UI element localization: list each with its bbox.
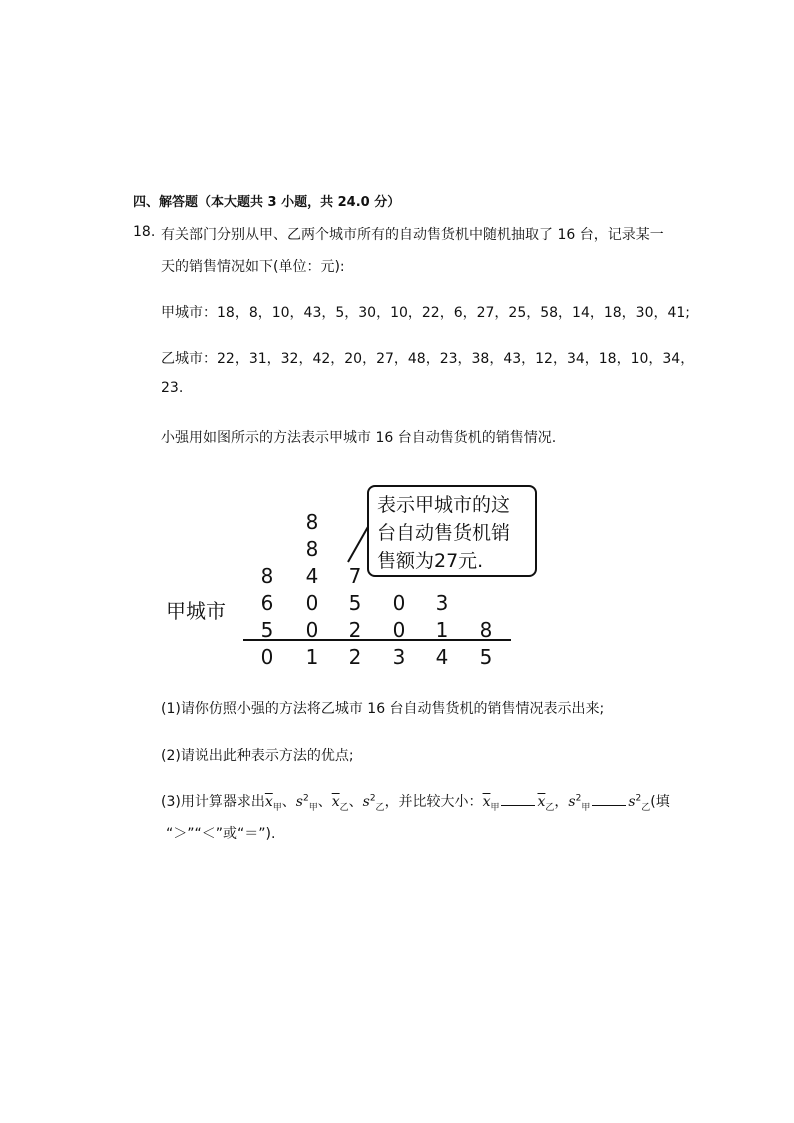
city-a-data: 甲城市：18，8，10，43，5，30，10，22，6，27，25，58，14，18，30，41;	[161, 305, 691, 321]
leaf-1-0: 0	[305, 618, 319, 642]
separator: 、	[348, 794, 363, 810]
question-text-line-1: 有关部门分别从甲、乙两个城市所有的自动售货机中随机抽取了 16 台，记录某一	[161, 227, 664, 243]
leaf-4-1: 3	[435, 591, 449, 615]
callout-box	[367, 485, 537, 577]
part-3-tail: (填	[650, 794, 670, 810]
leaf-3-1: 0	[392, 591, 406, 615]
leaf-2-1: 5	[348, 591, 362, 615]
leaf-2-0: 2	[348, 618, 362, 642]
subscript-a: 甲	[272, 802, 282, 813]
superscript: 2	[575, 793, 582, 804]
leaf-1-3: 8	[305, 537, 319, 561]
mean-symbol: $\overline{x}$	[331, 794, 340, 810]
leaf-2-2: 7	[348, 564, 362, 588]
leaf-3-0: 0	[392, 618, 406, 642]
leaf-5-0: 8	[479, 618, 493, 642]
diagram-intro: 小强用如图所示的方法表示甲城市 16 台自动售货机的销售情况.	[161, 430, 557, 446]
city-b-data-end: 23.	[161, 380, 184, 396]
part-3-mid: ，并比较大小：	[384, 794, 483, 810]
variance-symbol: s	[628, 794, 636, 810]
question-number: 18.	[133, 224, 156, 240]
leaf-0-0: 5	[260, 618, 274, 642]
question-text-line-2: 天的销售情况如下(单位：元):	[161, 259, 345, 275]
variance-symbol: s	[568, 794, 576, 810]
leaf-0-2: 8	[260, 564, 274, 588]
subscript-a: 甲	[581, 802, 591, 813]
superscript: 2	[635, 793, 642, 804]
subscript-a: 甲	[308, 802, 318, 813]
leaf-1-2: 4	[305, 564, 319, 588]
answer-blank-2[interactable]	[592, 793, 626, 806]
subscript-b: 乙	[375, 802, 385, 813]
stem-5: 5	[479, 645, 493, 669]
part-2: (2)请说出此种表示方法的优点;	[161, 748, 354, 764]
callout-line-1: 表示甲城市的这	[377, 494, 511, 516]
mean-symbol: $\overline{x}$	[482, 794, 491, 810]
part-3-line-2: “＞”“＜”或“＝”).	[166, 826, 276, 842]
leaf-0-1: 6	[260, 591, 274, 615]
subscript-b: 乙	[641, 802, 651, 813]
stem-3: 3	[392, 645, 406, 669]
section-title: 四、解答题（本大题共 3 小题，共 24.0 分）	[133, 195, 401, 210]
stem-2: 2	[348, 645, 362, 669]
leaf-4-0: 1	[435, 618, 449, 642]
leaf-1-4: 8	[305, 510, 319, 534]
stem-and-leaf-diagram	[160, 480, 560, 680]
stem-axis-line	[243, 639, 511, 641]
diagram-label: 甲城市	[166, 599, 226, 623]
variance-symbol: s	[362, 794, 370, 810]
city-b-data: 乙城市：22，31，32，42，20，27，48，23，38，43，12，34，18，10，34，	[161, 351, 695, 367]
subscript-b: 乙	[339, 802, 349, 813]
subscript-a: 甲	[490, 802, 500, 813]
leaf-1-1: 0	[305, 591, 319, 615]
answer-blank-1[interactable]	[501, 793, 535, 806]
stem-0: 0	[260, 645, 274, 669]
part-3	[161, 791, 670, 813]
subscript-b: 乙	[545, 802, 555, 813]
part-1: (1)请你仿照小强的方法将乙城市 16 台自动售货机的销售情况表示出来;	[161, 701, 605, 717]
mean-symbol: $\overline{x}$	[264, 794, 273, 810]
callout-line-2: 台自动售货机销	[377, 522, 511, 544]
stem-1: 1	[305, 645, 319, 669]
stem-4: 4	[435, 645, 449, 669]
separator: 、	[281, 794, 296, 810]
variance-symbol: s	[295, 794, 303, 810]
separator: 、	[317, 794, 332, 810]
part-3-prefix: (3)用计算器求出	[161, 794, 265, 810]
superscript: 2	[302, 793, 309, 804]
superscript: 2	[369, 793, 376, 804]
comma: ，	[554, 794, 569, 810]
callout-line-3: 售额为27元.	[377, 550, 484, 572]
mean-symbol: $\overline{x}$	[537, 794, 546, 810]
